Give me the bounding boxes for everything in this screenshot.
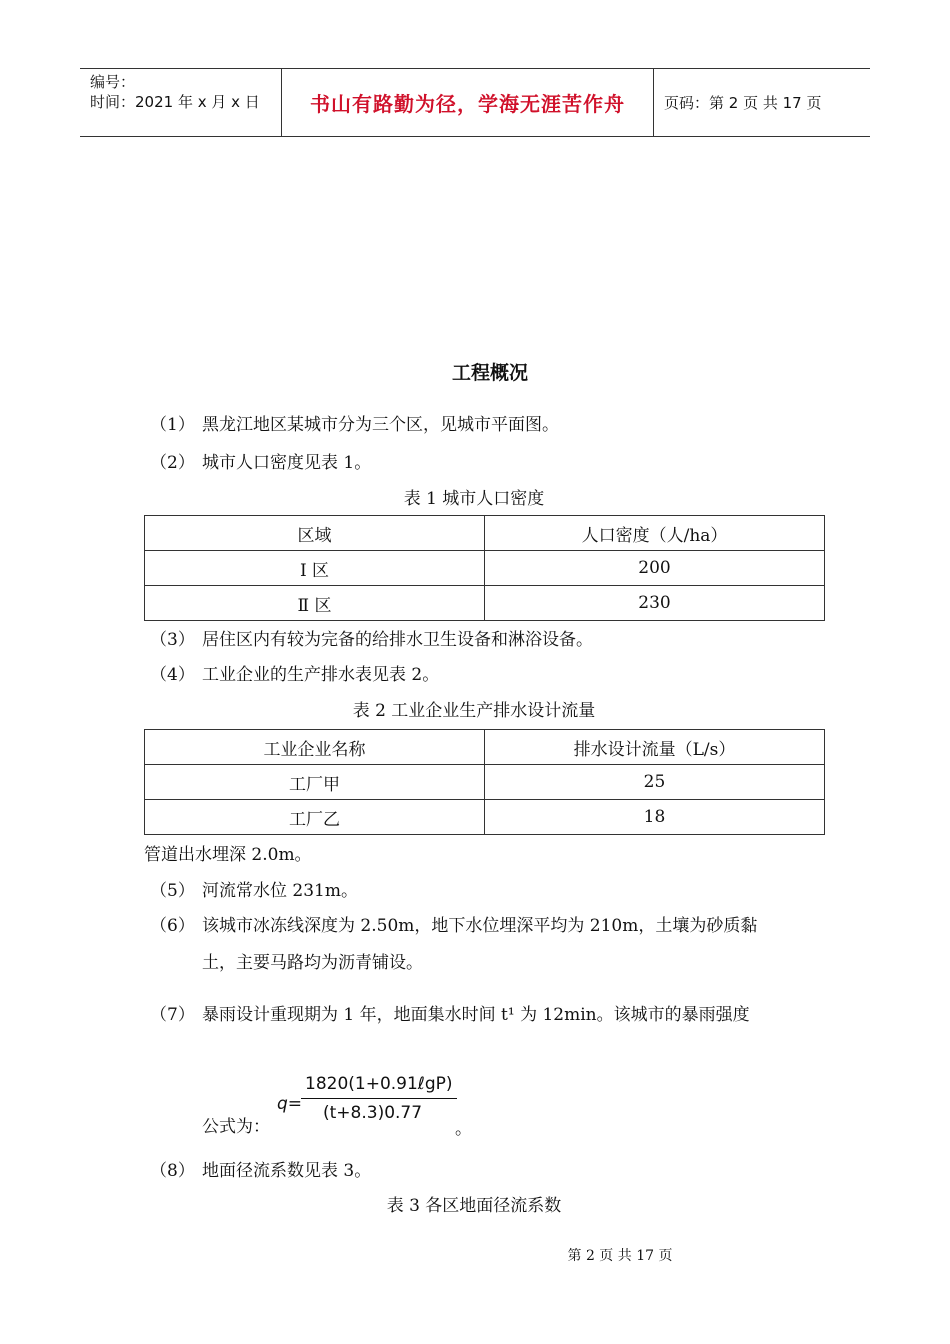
page-header [80, 68, 870, 137]
table-header-cell: 区域 [145, 516, 485, 551]
header-page-cell [654, 69, 870, 136]
item-7 [150, 1000, 750, 1025]
formula-numerator: 1820(1+0.91ℓgP) [301, 1074, 457, 1099]
table-cell: 工厂甲 [145, 765, 485, 800]
table-row [145, 765, 825, 800]
pipe-depth-note: 管道出水埋深 2.0m。 [144, 845, 312, 865]
item-text: 河流常水位 231m。 [202, 881, 358, 901]
item-text: 居住区内有较为完备的给排水卫生设备和淋浴设备。 [202, 630, 593, 650]
item-8 [150, 1156, 371, 1181]
formula-fraction [301, 1074, 457, 1123]
table-header-cell: 人口密度（人/ha） [485, 516, 825, 551]
item-number: （6） [150, 916, 195, 936]
header-meta-cell [80, 69, 282, 136]
section-title: 工程概况 [451, 362, 528, 384]
table-1-population-density [144, 515, 825, 621]
table-cell: 18 [485, 800, 825, 835]
formula-lhs: q= [277, 1094, 303, 1114]
formula-label: 公式为： [202, 1117, 270, 1137]
table-cell: 工厂乙 [145, 800, 485, 835]
table-cell: Ⅱ 区 [145, 586, 485, 621]
item-text: 暴雨设计重现期为 1 年，地面集水时间 t¹ 为 12min。该城市的暴雨强度 [202, 1005, 750, 1025]
table-2-caption: 表 2 工业企业生产排水设计流量 [352, 701, 596, 721]
formula-end-mark: 。 [455, 1119, 472, 1139]
item-6 [150, 911, 757, 936]
table-row [145, 800, 825, 835]
table-cell: 200 [485, 551, 825, 586]
item-text: 黑龙江地区某城市分为三个区，见城市平面图。 [202, 415, 559, 435]
table-cell: 25 [485, 765, 825, 800]
item-number: （3） [150, 630, 195, 650]
table-row [145, 730, 825, 765]
table-row [145, 516, 825, 551]
table-header-cell: 排水设计流量（L/s） [485, 730, 825, 765]
header-motto-cell [282, 69, 654, 136]
table-row [145, 551, 825, 586]
header-page-info: 页码：第 2 页 共 17 页 [664, 94, 822, 112]
item-text: 城市人口密度见表 1。 [202, 453, 372, 473]
table-cell: 230 [485, 586, 825, 621]
document-time-label: 时间：2021 年 x 月 x 日 [90, 93, 260, 111]
document-number-label: 编号： [90, 73, 136, 91]
page-footer: 第 2 页 共 17 页 [567, 1248, 673, 1264]
item-text: 工业企业的生产排水表见表 2。 [202, 665, 440, 685]
table-1-caption: 表 1 城市人口密度 [403, 489, 545, 509]
item-1 [150, 410, 559, 435]
item-2 [150, 448, 371, 473]
item-4 [150, 660, 439, 685]
formula-denominator: (t+8.3)0.77 [323, 1103, 423, 1123]
table-2-industrial-discharge [144, 729, 825, 835]
item-number: （4） [150, 665, 195, 685]
item-number: （8） [150, 1161, 195, 1181]
item-number: （5） [150, 881, 195, 901]
item-number: （1） [150, 415, 195, 435]
item-6-continuation: 土，主要马路均为沥青铺设。 [202, 953, 423, 973]
item-number: （2） [150, 453, 195, 473]
item-5 [150, 876, 358, 901]
item-3 [150, 625, 593, 650]
item-number: （7） [150, 1005, 195, 1025]
table-row [145, 586, 825, 621]
table-3-caption: 表 3 各区地面径流系数 [386, 1196, 562, 1216]
item-text: 该城市冰冻线深度为 2.50m，地下水位埋深平均为 210m，土壤为砂质黏 [202, 916, 758, 936]
header-motto: 书山有路勤为径，学海无涯苦作舟 [310, 92, 625, 116]
item-text: 地面径流系数见表 3。 [202, 1161, 372, 1181]
table-cell: Ⅰ 区 [145, 551, 485, 586]
table-header-cell: 工业企业名称 [145, 730, 485, 765]
